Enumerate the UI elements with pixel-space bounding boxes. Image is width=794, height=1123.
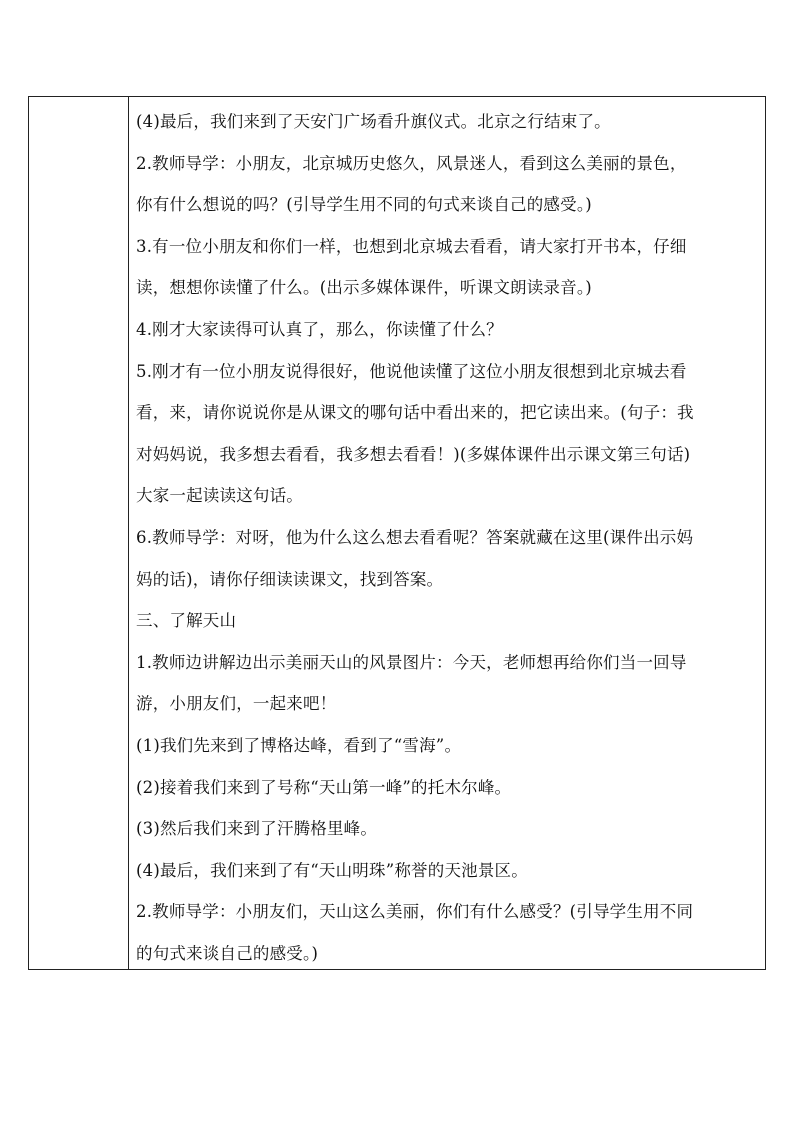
text-line: 大家一起读读这句话。 [136,486,303,506]
text-line: 游，小朋友们，一起来吧！ [136,694,337,714]
text-line: 你有什么想说的吗？(引导学生用不同的句式来谈自己的感受。) [136,195,592,215]
section-heading: 三、了解天山 [136,611,237,631]
text-line: (4)最后，我们来到了天安门广场看升旗仪式。北京之行结束了。 [136,112,611,131]
content-cell [129,97,765,969]
text-line: (3)然后我们来到了汗腾格里峰。 [136,819,378,839]
text-line: 2.教师导学：小朋友，北京城历史悠久，风景迷人，看到这么美丽的景色， [136,153,687,173]
text-line: 6.教师导学：对呀，他为什么这么想去看看呢？答案就藏在这里(课件出示妈 [136,527,694,547]
text-line: 的句式来谈自己的感受。) [136,943,319,963]
text-line: (4)最后，我们来到了有“天山明珠”称誉的天池景区。 [136,860,528,880]
text-line: 2.教师导学：小朋友们，天山这么美丽，你们有什么感受？(引导学生用不同 [136,902,694,922]
text-line: 对妈妈说，我多想去看看，我多想去看看！)(多媒体课件出示课文第三句话) [136,444,691,464]
label-cell [29,97,129,969]
text-line: 4.刚才大家读得可认真了，那么，你读懂了什么？ [136,319,503,339]
text-line: 3.有一位小朋友和你们一样，也想到北京城去看看，请大家打开书本，仔细 [136,236,687,256]
text-line: (2)接着我们来到了号称“天山第一峰”的托木尔峰。 [136,777,512,797]
lesson-table [28,96,766,970]
text-line: (1)我们先来到了博格达峰，看到了“雪海”。 [136,735,462,755]
text-line: 看，来，请你说说你是从课文的哪句话中看出来的，把它读出来。(句子：我 [136,403,694,423]
text-line: 5.刚才有一位小朋友说得很好，他说他读懂了这位小朋友很想到北京城去看 [136,361,687,381]
text-line: 读，想想你读懂了什么。(出示多媒体课件，听课文朗读录音。) [136,278,592,298]
text-line: 1.教师边讲解边出示美丽天山的风景图片：今天，老师想再给你们当一回导 [136,652,687,672]
text-line: 妈的话)，请你仔细读读课文，找到答案。 [136,569,444,589]
